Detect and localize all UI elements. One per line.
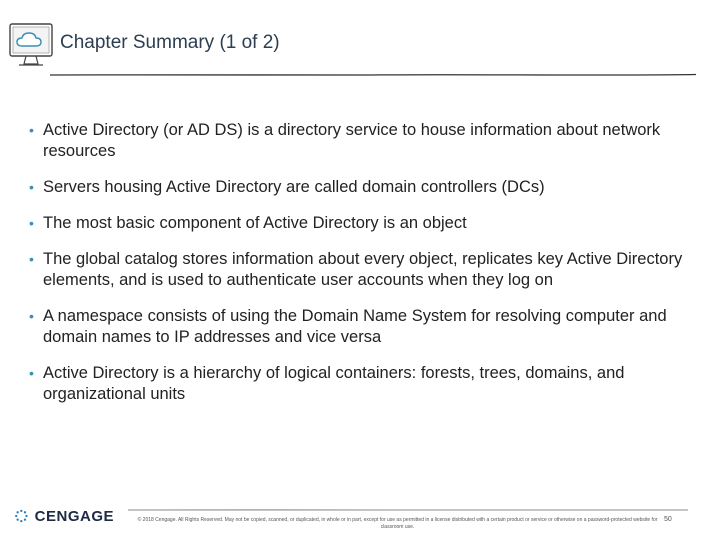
bullet-list bbox=[28, 120, 698, 420]
bullet-marker: • bbox=[29, 122, 34, 138]
bullet-text: The most basic component of Active Directory is an object bbox=[43, 214, 467, 232]
bullet-marker: • bbox=[29, 308, 34, 324]
bullet-text: A namespace consists of using the Domain Name System for resolving computer and domain names to IP addresses and vice versa bbox=[43, 307, 667, 346]
cengage-logo-mark-icon bbox=[14, 506, 29, 526]
bullet-item bbox=[28, 249, 698, 291]
bullet-text: Active Directory (or AD DS) is a directory service to house information about network resources bbox=[43, 121, 661, 160]
footer-divider bbox=[128, 508, 688, 512]
bullet-item bbox=[28, 363, 698, 405]
bullet-item bbox=[28, 213, 698, 234]
page-number: 50 bbox=[664, 516, 672, 523]
bullet-marker: • bbox=[29, 251, 34, 267]
bullet-item bbox=[28, 306, 698, 348]
bullet-item bbox=[28, 177, 698, 198]
bullet-text: The global catalog stores information about every object, replicates key Active Directory elements, and is used to authenticate user accounts when they log on bbox=[43, 250, 683, 289]
bullet-marker: • bbox=[29, 179, 34, 195]
bullet-marker: • bbox=[29, 215, 34, 231]
logo-text: CENGAGE bbox=[34, 507, 114, 525]
bullet-item bbox=[28, 120, 698, 162]
bullet-marker: • bbox=[29, 365, 34, 381]
bullet-text: Servers housing Active Directory are called domain controllers (DCs) bbox=[43, 178, 545, 196]
cengage-logo bbox=[14, 503, 114, 529]
bullet-text: Active Directory is a hierarchy of logical containers: forests, trees, domains, and organizational units bbox=[43, 364, 625, 403]
copyright-notice: © 2018 Cengage. All Rights Reserved. May not be copied, scanned, or duplicated, in whole or in part, except for use as permitted in a license distributed with a certain product or service or otherwise on a password-protected website for classroom use. bbox=[137, 517, 658, 530]
cloud-monitor-icon bbox=[6, 18, 58, 74]
page-title: Chapter Summary (1 of 2) bbox=[60, 32, 280, 53]
title-divider bbox=[50, 72, 696, 78]
